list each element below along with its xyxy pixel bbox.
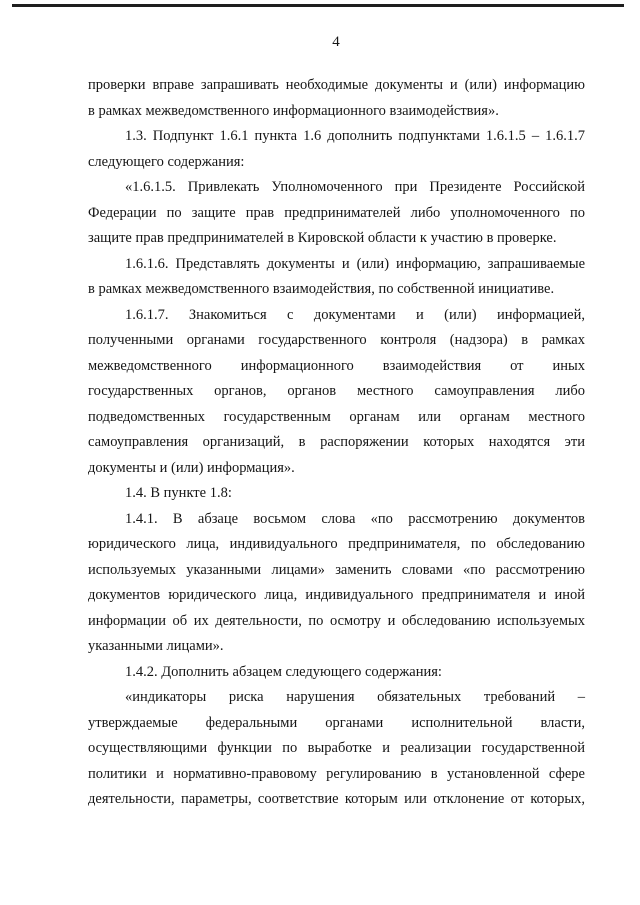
- text-line: государственных органов, органов местного самоуправления либо: [88, 383, 585, 399]
- text-line: утверждаемые федеральными органами исполнительной власти,: [88, 714, 585, 731]
- text-line: используемых указанными лицами» заменить словами «по рассмотрению: [88, 561, 585, 578]
- text-line: 1.6.1.7. Знакомиться с документами и (или) информацией,: [125, 306, 585, 323]
- paragraph-1-4: [88, 481, 585, 507]
- paragraph-risk-indicators: [88, 685, 585, 813]
- text-line: подведомственных государственным органам или органам местного: [88, 408, 585, 425]
- paragraph-1-4-2: [88, 660, 585, 686]
- text-line: полученными органами государственного контроля (надзора) в рамках: [88, 332, 585, 348]
- paragraph-1-6-1-7: [88, 303, 585, 482]
- text-line: «индикаторы риска нарушения обязательных требований –: [125, 689, 585, 705]
- text-line: информации об их деятельности, по осмотру и обследованию используемых: [88, 612, 585, 629]
- scan-edge-rule: [12, 4, 624, 7]
- text-line: защите прав предпринимателей в Кировской области к участию в проверке.: [88, 230, 557, 246]
- text-line: указанными лицами».: [88, 638, 224, 654]
- page-number: 4: [332, 34, 340, 50]
- paragraph-1-6-1-6: [88, 252, 585, 303]
- text-line: политики и нормативно-правовому регулированию в установленной сфере: [88, 765, 585, 782]
- text-line: документов юридического лица, индивидуального предпринимателя и иной: [88, 587, 585, 603]
- text-line: 1.4.1. В абзаце восьмом слова «по рассмотрению документов: [125, 510, 585, 527]
- text-line: документы и (или) информация».: [88, 459, 295, 476]
- text-line: «1.6.1.5. Привлекать Уполномоченного при Президенте Российской: [125, 179, 585, 195]
- document-body: [88, 73, 585, 813]
- text-line: 1.6.1.6. Представлять документы и (или) информацию, запрашиваемые: [125, 255, 585, 272]
- text-line: 1.4.2. Дополнить абзацем следующего содержания:: [125, 663, 442, 680]
- text-line: осуществляющими функции по выработке и реализации государственной: [88, 740, 585, 756]
- text-line: 1.3. Подпункт 1.6.1 пункта 1.6 дополнить подпунктами 1.6.1.5 – 1.6.1.7: [125, 128, 585, 144]
- text-line: деятельности, параметры, соответствие которым или отклонение от которых,: [88, 791, 585, 807]
- text-line: Федерации по защите прав предпринимателей либо уполномоченного по: [88, 204, 585, 221]
- text-line: 1.4. В пункте 1.8:: [125, 485, 232, 501]
- paragraph-1-3: [88, 124, 585, 175]
- text-line: в рамках межведомственного взаимодействия, по собственной инициативе.: [88, 281, 555, 297]
- text-line: проверки вправе запрашивать необходимые документы и (или) информацию: [88, 77, 585, 93]
- paragraph-1-6-1-5: [88, 175, 585, 252]
- text-line: самоуправления организаций, в распоряжении которых находятся эти: [88, 434, 585, 450]
- text-line: в рамках межведомственного информационного взаимодействия».: [88, 102, 499, 119]
- text-line: юридического лица, индивидуального предпринимателя, по обследованию: [88, 536, 585, 552]
- paragraph-continuation: [88, 73, 585, 124]
- text-line: межведомственного информационного взаимодействия от иных: [88, 357, 585, 374]
- text-line: следующего содержания:: [88, 153, 245, 170]
- paragraph-1-4-1: [88, 507, 585, 660]
